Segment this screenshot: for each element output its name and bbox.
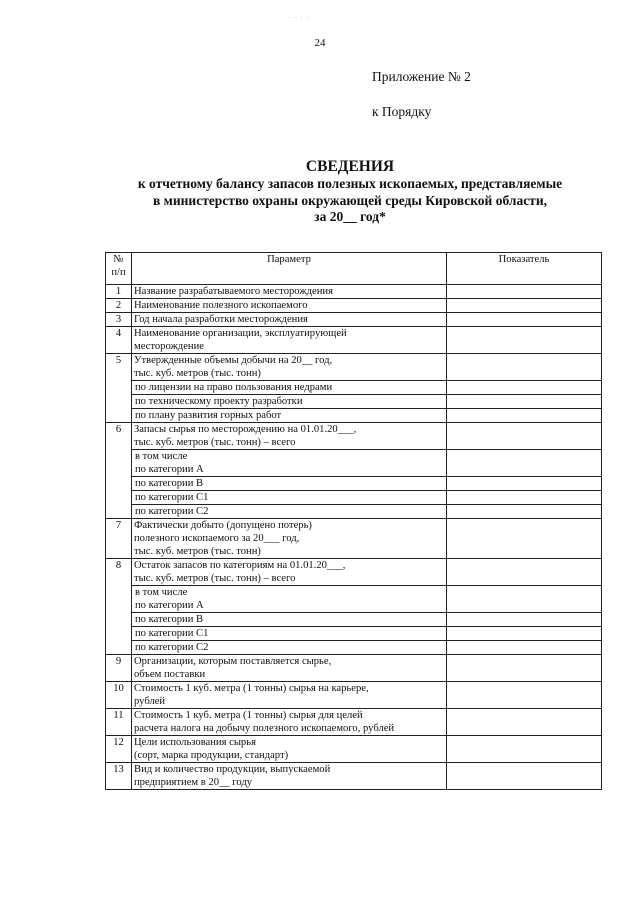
document-heading [0, 157, 640, 226]
parameter-text: Вид и количество продукции, выпускаемой [134, 764, 331, 775]
parameter-text: по категории В [135, 614, 204, 625]
table-body [106, 285, 602, 790]
value-cell[interactable] [447, 709, 602, 736]
parameter-cell [132, 736, 447, 763]
value-cell[interactable] [447, 613, 602, 627]
heading-line-2: в министерство охраны окружающей среды Кировской области, [153, 192, 547, 208]
parameter-text: тыс. куб. метров (тыс. тонн) [134, 546, 261, 557]
parameter-text: тыс. куб. метров (тыс. тонн) – всего [134, 573, 296, 584]
parameter-text: Год начала разработки месторождения [134, 314, 308, 325]
row-number: 8 [106, 559, 132, 586]
parameter-text: по категории С1 [135, 492, 209, 503]
parameter-text: по лицензии на право пользования недрами [135, 382, 333, 393]
table-row [106, 327, 602, 354]
parameter-text: по плану развития горных работ [135, 410, 282, 421]
parameter-text: по техническому проекту разработки [135, 396, 303, 407]
row-number [106, 477, 132, 491]
value-cell[interactable] [447, 299, 602, 313]
parameter-cell [132, 559, 447, 586]
table-row [106, 655, 602, 682]
parameter-cell [132, 395, 447, 409]
parameter-cell [132, 627, 447, 641]
parameter-text: Цели использования сырья [134, 737, 256, 748]
row-number [106, 395, 132, 409]
value-cell[interactable] [447, 285, 602, 299]
row-number [106, 627, 132, 641]
value-cell[interactable] [447, 655, 602, 682]
parameter-text: расчета налога на добычу полезного ископаемого, рублей [134, 723, 395, 734]
table-row [106, 519, 602, 559]
parameter-cell [132, 682, 447, 709]
row-number: 13 [106, 763, 132, 790]
row-number: 11 [106, 709, 132, 736]
row-number: 10 [106, 682, 132, 709]
parameter-cell [132, 709, 447, 736]
table-row [106, 682, 602, 709]
row-number [106, 381, 132, 395]
parameter-cell [132, 327, 447, 354]
parameter-cell [132, 313, 447, 327]
table-row [106, 559, 602, 586]
parameter-text: по категории С1 [135, 628, 209, 639]
table-row [106, 423, 602, 450]
parameter-text: Организации, которым поставляется сырье, [134, 656, 332, 667]
parameter-text: объем поставки [134, 669, 206, 680]
heading-line-3: за 20__ год* [314, 209, 386, 224]
parameter-text: Наименование полезного ископаемого [134, 300, 308, 311]
value-cell[interactable] [447, 409, 602, 423]
row-number: 12 [106, 736, 132, 763]
parameter-cell [132, 763, 447, 790]
column-header-value: Показатель [447, 253, 602, 285]
value-cell[interactable] [447, 395, 602, 409]
parameter-cell [132, 641, 447, 655]
row-number: 9 [106, 655, 132, 682]
parameter-text: по категории С2 [135, 642, 209, 653]
parameter-text: по категории А [135, 464, 204, 475]
row-number: 4 [106, 327, 132, 354]
heading-title: СВЕДЕНИЯ [305, 158, 395, 175]
parameter-text: Утвержденные объемы добычи на 20__ год, [134, 355, 333, 366]
parameter-cell [132, 299, 447, 313]
row-number: 2 [106, 299, 132, 313]
column-header-parameter: Параметр [132, 253, 447, 285]
table-row [106, 395, 602, 409]
table-row [106, 477, 602, 491]
parameter-cell [132, 586, 447, 613]
row-number [106, 450, 132, 477]
parameter-text: Наименование организации, эксплуатирующей [134, 328, 347, 339]
report-table [105, 252, 602, 790]
parameter-cell [132, 450, 447, 477]
table-row [106, 586, 602, 613]
parameter-cell [132, 423, 447, 450]
table-row [106, 354, 602, 381]
scan-artifact: · · · · [288, 14, 310, 20]
table-row [106, 381, 602, 395]
value-cell[interactable] [447, 423, 602, 450]
value-cell[interactable] [447, 381, 602, 395]
value-cell[interactable] [447, 505, 602, 519]
row-number [106, 505, 132, 519]
parameter-cell [132, 409, 447, 423]
table-row [106, 763, 602, 790]
page-number: 24 [314, 37, 326, 49]
table-header-row [106, 253, 602, 285]
row-number: 5 [106, 354, 132, 381]
parameter-cell [132, 381, 447, 395]
row-number: 3 [106, 313, 132, 327]
value-cell[interactable] [447, 559, 602, 586]
value-cell[interactable] [447, 682, 602, 709]
parameter-text: Остаток запасов по категориям на 01.01.20___, [134, 560, 346, 571]
appendix-label: Приложение № 2 [372, 69, 471, 84]
row-number: 7 [106, 519, 132, 559]
parameter-text: предприятием в 20__ году [134, 777, 253, 788]
table-row [106, 641, 602, 655]
parameter-text: в том числе [135, 587, 188, 598]
row-number: 1 [106, 285, 132, 299]
table-row [106, 613, 602, 627]
row-number [106, 491, 132, 505]
parameter-cell [132, 491, 447, 505]
value-cell[interactable] [447, 586, 602, 613]
value-cell[interactable] [447, 627, 602, 641]
parameter-text: по категории А [135, 600, 204, 611]
table-row [106, 736, 602, 763]
column-header-number: № п/п [106, 253, 132, 285]
parameter-cell [132, 519, 447, 559]
row-number: 6 [106, 423, 132, 450]
parameter-text: рублей [134, 696, 166, 707]
parameter-text: месторождение [134, 341, 204, 352]
value-cell[interactable] [447, 450, 602, 477]
order-reference: к Порядку [372, 104, 432, 119]
table-row [106, 450, 602, 477]
row-number [106, 613, 132, 627]
parameter-text: Фактически добыто (допущено потерь) [134, 520, 312, 531]
parameter-cell [132, 655, 447, 682]
parameter-cell [132, 285, 447, 299]
value-cell[interactable] [447, 641, 602, 655]
heading-line-1: к отчетному балансу запасов полезных ископаемых, представляемые [137, 176, 563, 191]
parameter-text: тыс. куб. метров (тыс. тонн) – всего [134, 437, 296, 448]
table-row [106, 285, 602, 299]
parameter-text: (сорт, марка продукции, стандарт) [134, 750, 289, 761]
parameter-text: по категории С2 [135, 506, 209, 517]
value-cell[interactable] [447, 327, 602, 354]
value-cell[interactable] [447, 736, 602, 763]
value-cell[interactable] [447, 354, 602, 381]
value-cell[interactable] [447, 491, 602, 505]
value-cell[interactable] [447, 519, 602, 559]
value-cell[interactable] [447, 477, 602, 491]
row-number [106, 641, 132, 655]
parameter-text: Стоимость 1 куб. метра (1 тонны) сырья для целей [134, 710, 363, 721]
row-number [106, 586, 132, 613]
value-cell[interactable] [447, 763, 602, 790]
parameter-cell [132, 505, 447, 519]
parameter-text: тыс. куб. метров (тыс. тонн) [134, 368, 261, 379]
table-row [106, 627, 602, 641]
parameter-text: Название разрабатываемого месторождения [134, 286, 333, 297]
parameter-cell [132, 613, 447, 627]
table-row [106, 313, 602, 327]
table-row [106, 505, 602, 519]
parameter-cell [132, 354, 447, 381]
parameter-cell [132, 477, 447, 491]
table-row [106, 709, 602, 736]
table-row [106, 491, 602, 505]
parameter-text: полезного ископаемого за 20___ год, [134, 533, 300, 544]
table-row [106, 409, 602, 423]
parameter-text: в том числе [135, 451, 188, 462]
value-cell[interactable] [447, 313, 602, 327]
parameter-text: по категории В [135, 478, 204, 489]
parameter-text: Стоимость 1 куб. метра (1 тонны) сырья на карьере, [134, 683, 369, 694]
parameter-text: Запасы сырья по месторождению на 01.01.20___, [134, 424, 357, 435]
table-row [106, 299, 602, 313]
row-number [106, 409, 132, 423]
